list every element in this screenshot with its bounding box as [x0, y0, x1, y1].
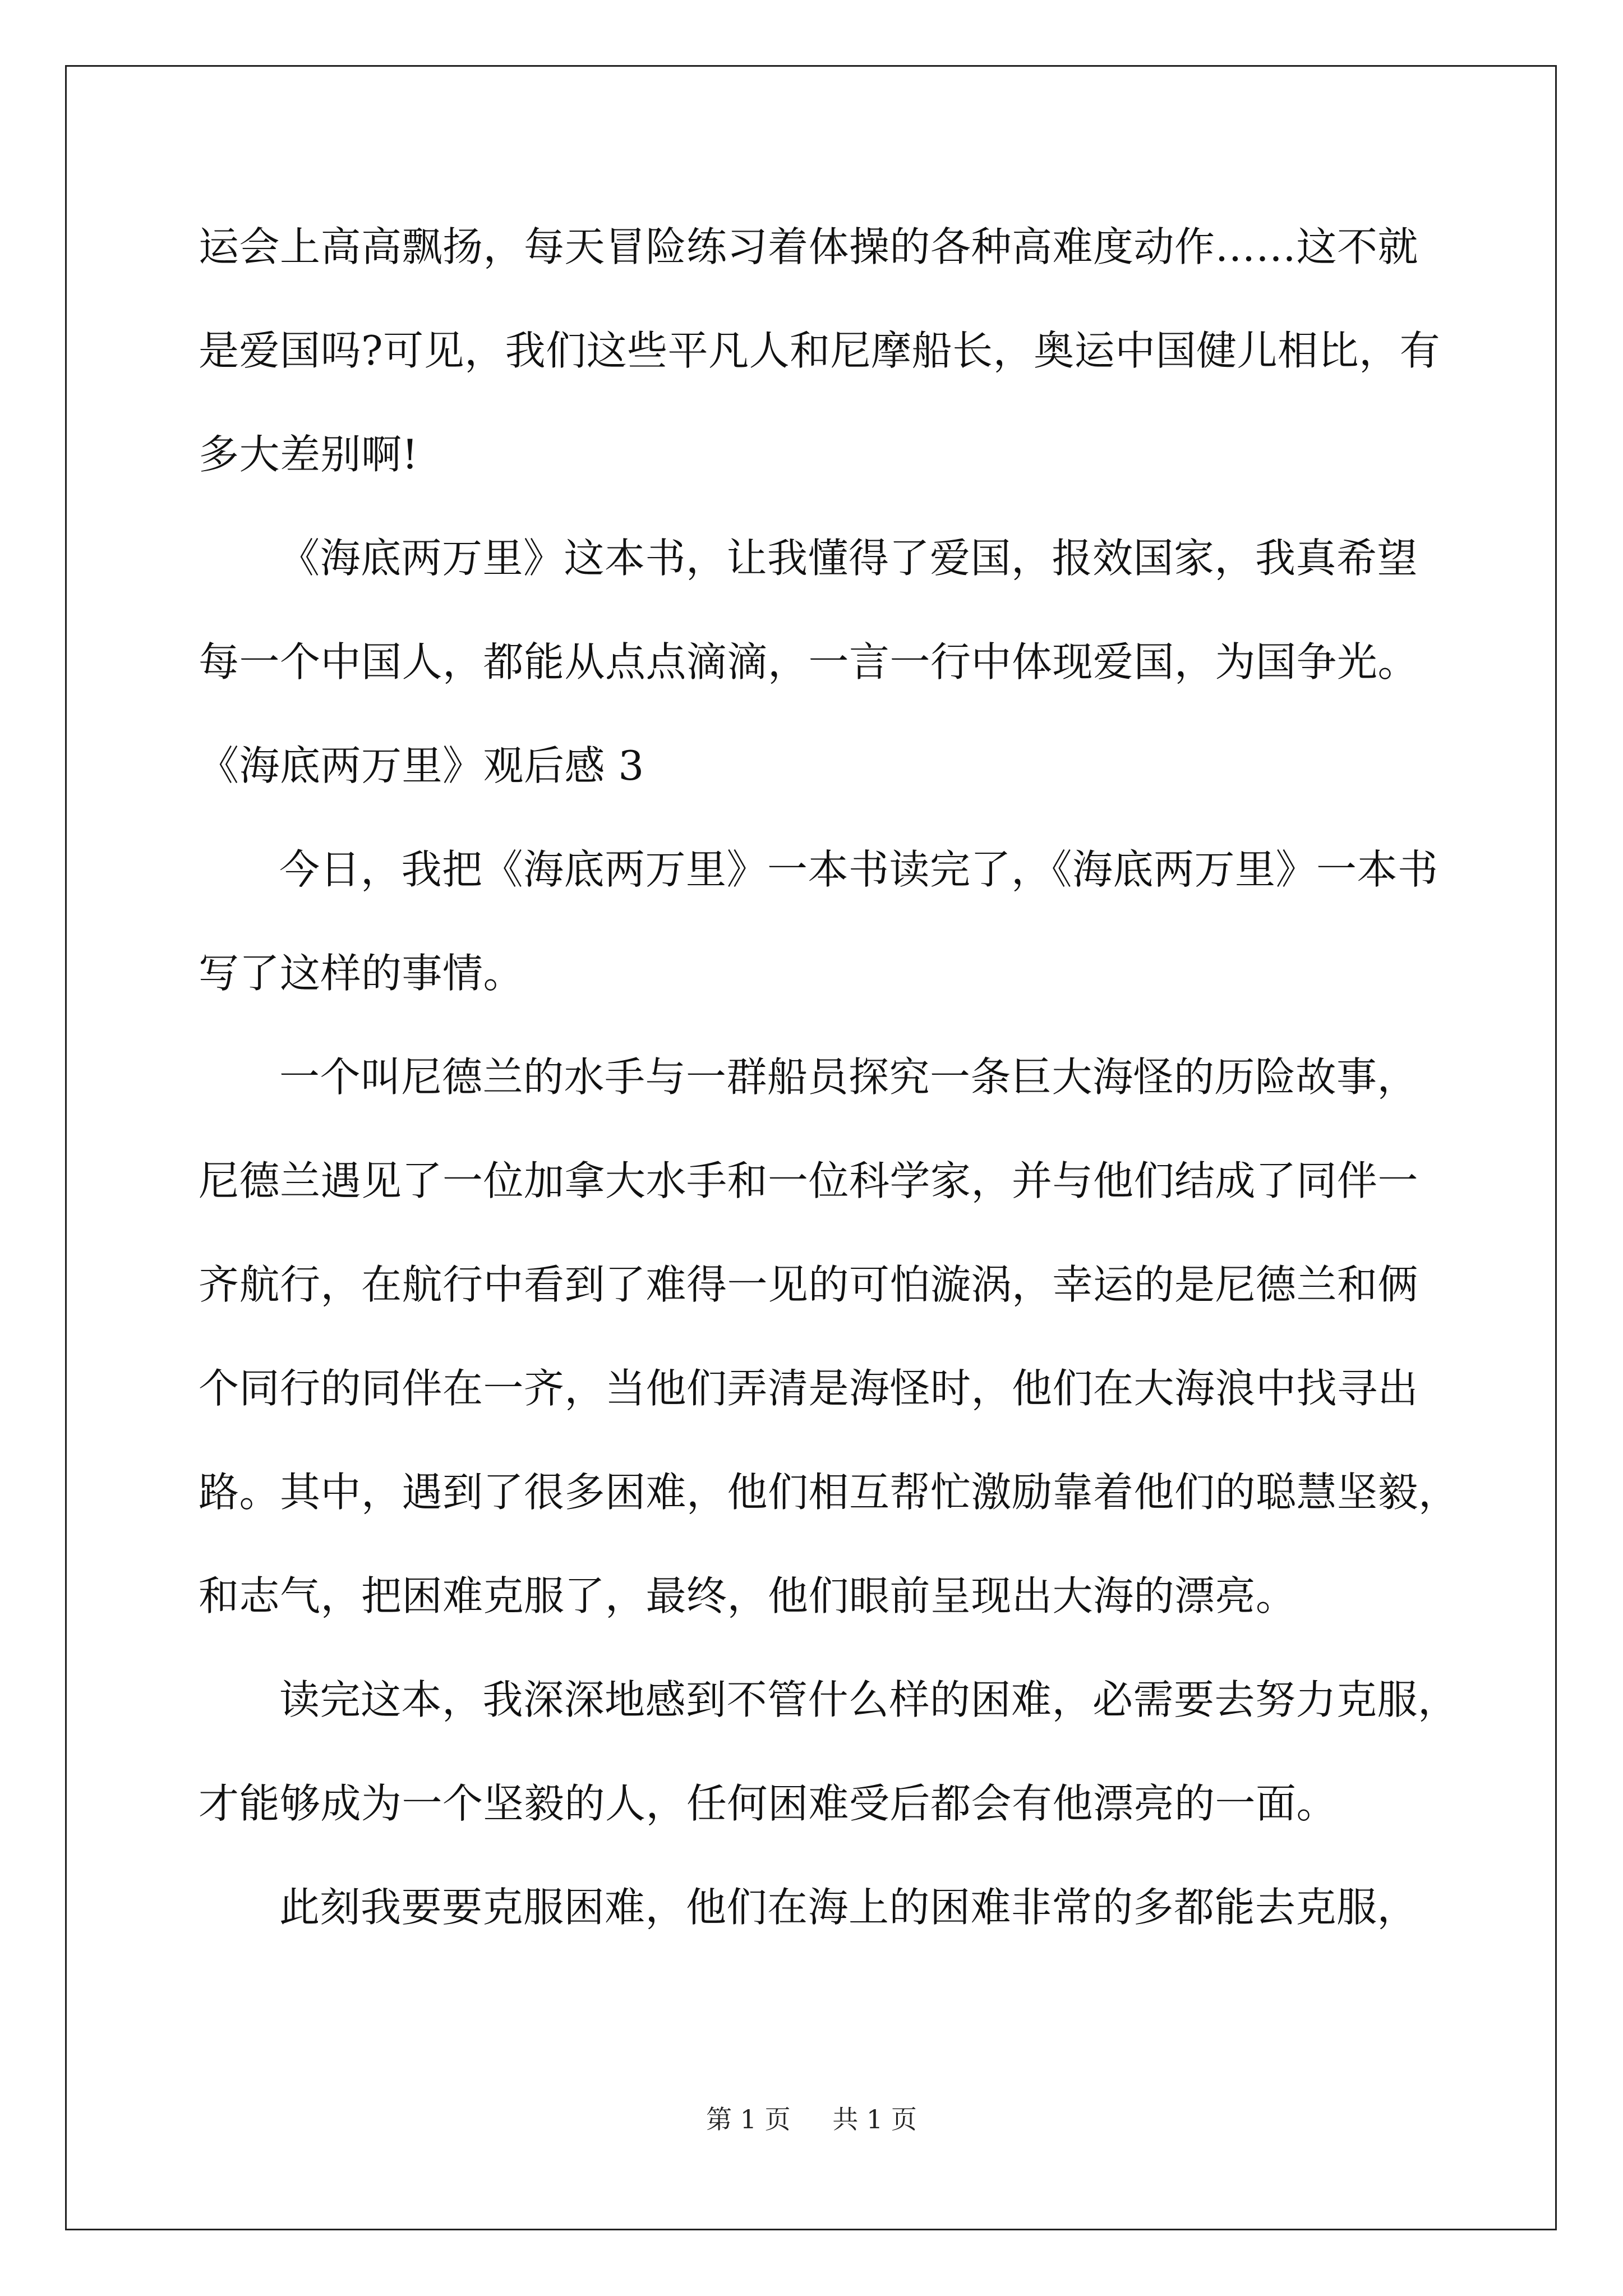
text-line: 《海底两万里》这本书，让我懂得了爱国，报效国家，我真希望: [279, 535, 1418, 582]
text-line: 此刻我要要克服困难，他们在海上的困难非常的多都能去克服，: [279, 1884, 1418, 1931]
text-line: 是爱国吗?可见，我们这些平凡人和尼摩船长，奥运中国健儿相比，有: [199, 327, 1441, 374]
text-line: 写了这样的事情。: [199, 950, 524, 997]
page-footer: [0, 2102, 1623, 2136]
text-line: 每一个中国人，都能从点点滴滴，一言一行中体现爱国，为国争光。: [199, 638, 1419, 685]
text-line: 和志气，把困难克服了，最终，他们眼前呈现出大海的漂亮。: [199, 1572, 1297, 1619]
text-line: 齐航行，在航行中看到了难得一见的可怕漩涡，幸运的是尼德兰和俩: [199, 1261, 1419, 1308]
text-line: 运会上高高飘扬，每天冒险练习着体操的各种高难度动作……这不就: [199, 223, 1419, 270]
text-line: 多大差别啊!: [199, 431, 418, 478]
page-total: 共 1 页: [832, 2104, 917, 2134]
text-line: 尼德兰遇见了一位加拿大水手和一位科学家，并与他们结成了同伴一: [199, 1157, 1419, 1204]
section-heading: 《海底两万里》观后感 3: [199, 742, 644, 789]
text-line: 今日，我把《海底两万里》一本书读完了，《海底两万里》一本书: [279, 846, 1438, 893]
text-line: 一个叫尼德兰的水手与一群船员探究一条巨大海怪的历险故事，: [279, 1053, 1418, 1101]
page-number: 第 1 页: [706, 2104, 791, 2134]
text-line: 才能够成为一个坚毅的人，任何困难受后都会有他漂亮的一面。: [199, 1780, 1338, 1827]
text-line: 个同行的同伴在一齐，当他们弄清是海怪时，他们在大海浪中找寻出: [199, 1365, 1419, 1412]
text-line: 路。其中，遇到了很多困难，他们相互帮忙激励靠着他们的聪慧坚毅，: [199, 1469, 1459, 1516]
text-line: 读完这本，我深深地感到不管什么样的困难，必需要去努力克服，: [279, 1676, 1459, 1723]
document-body: [199, 213, 1459, 1977]
